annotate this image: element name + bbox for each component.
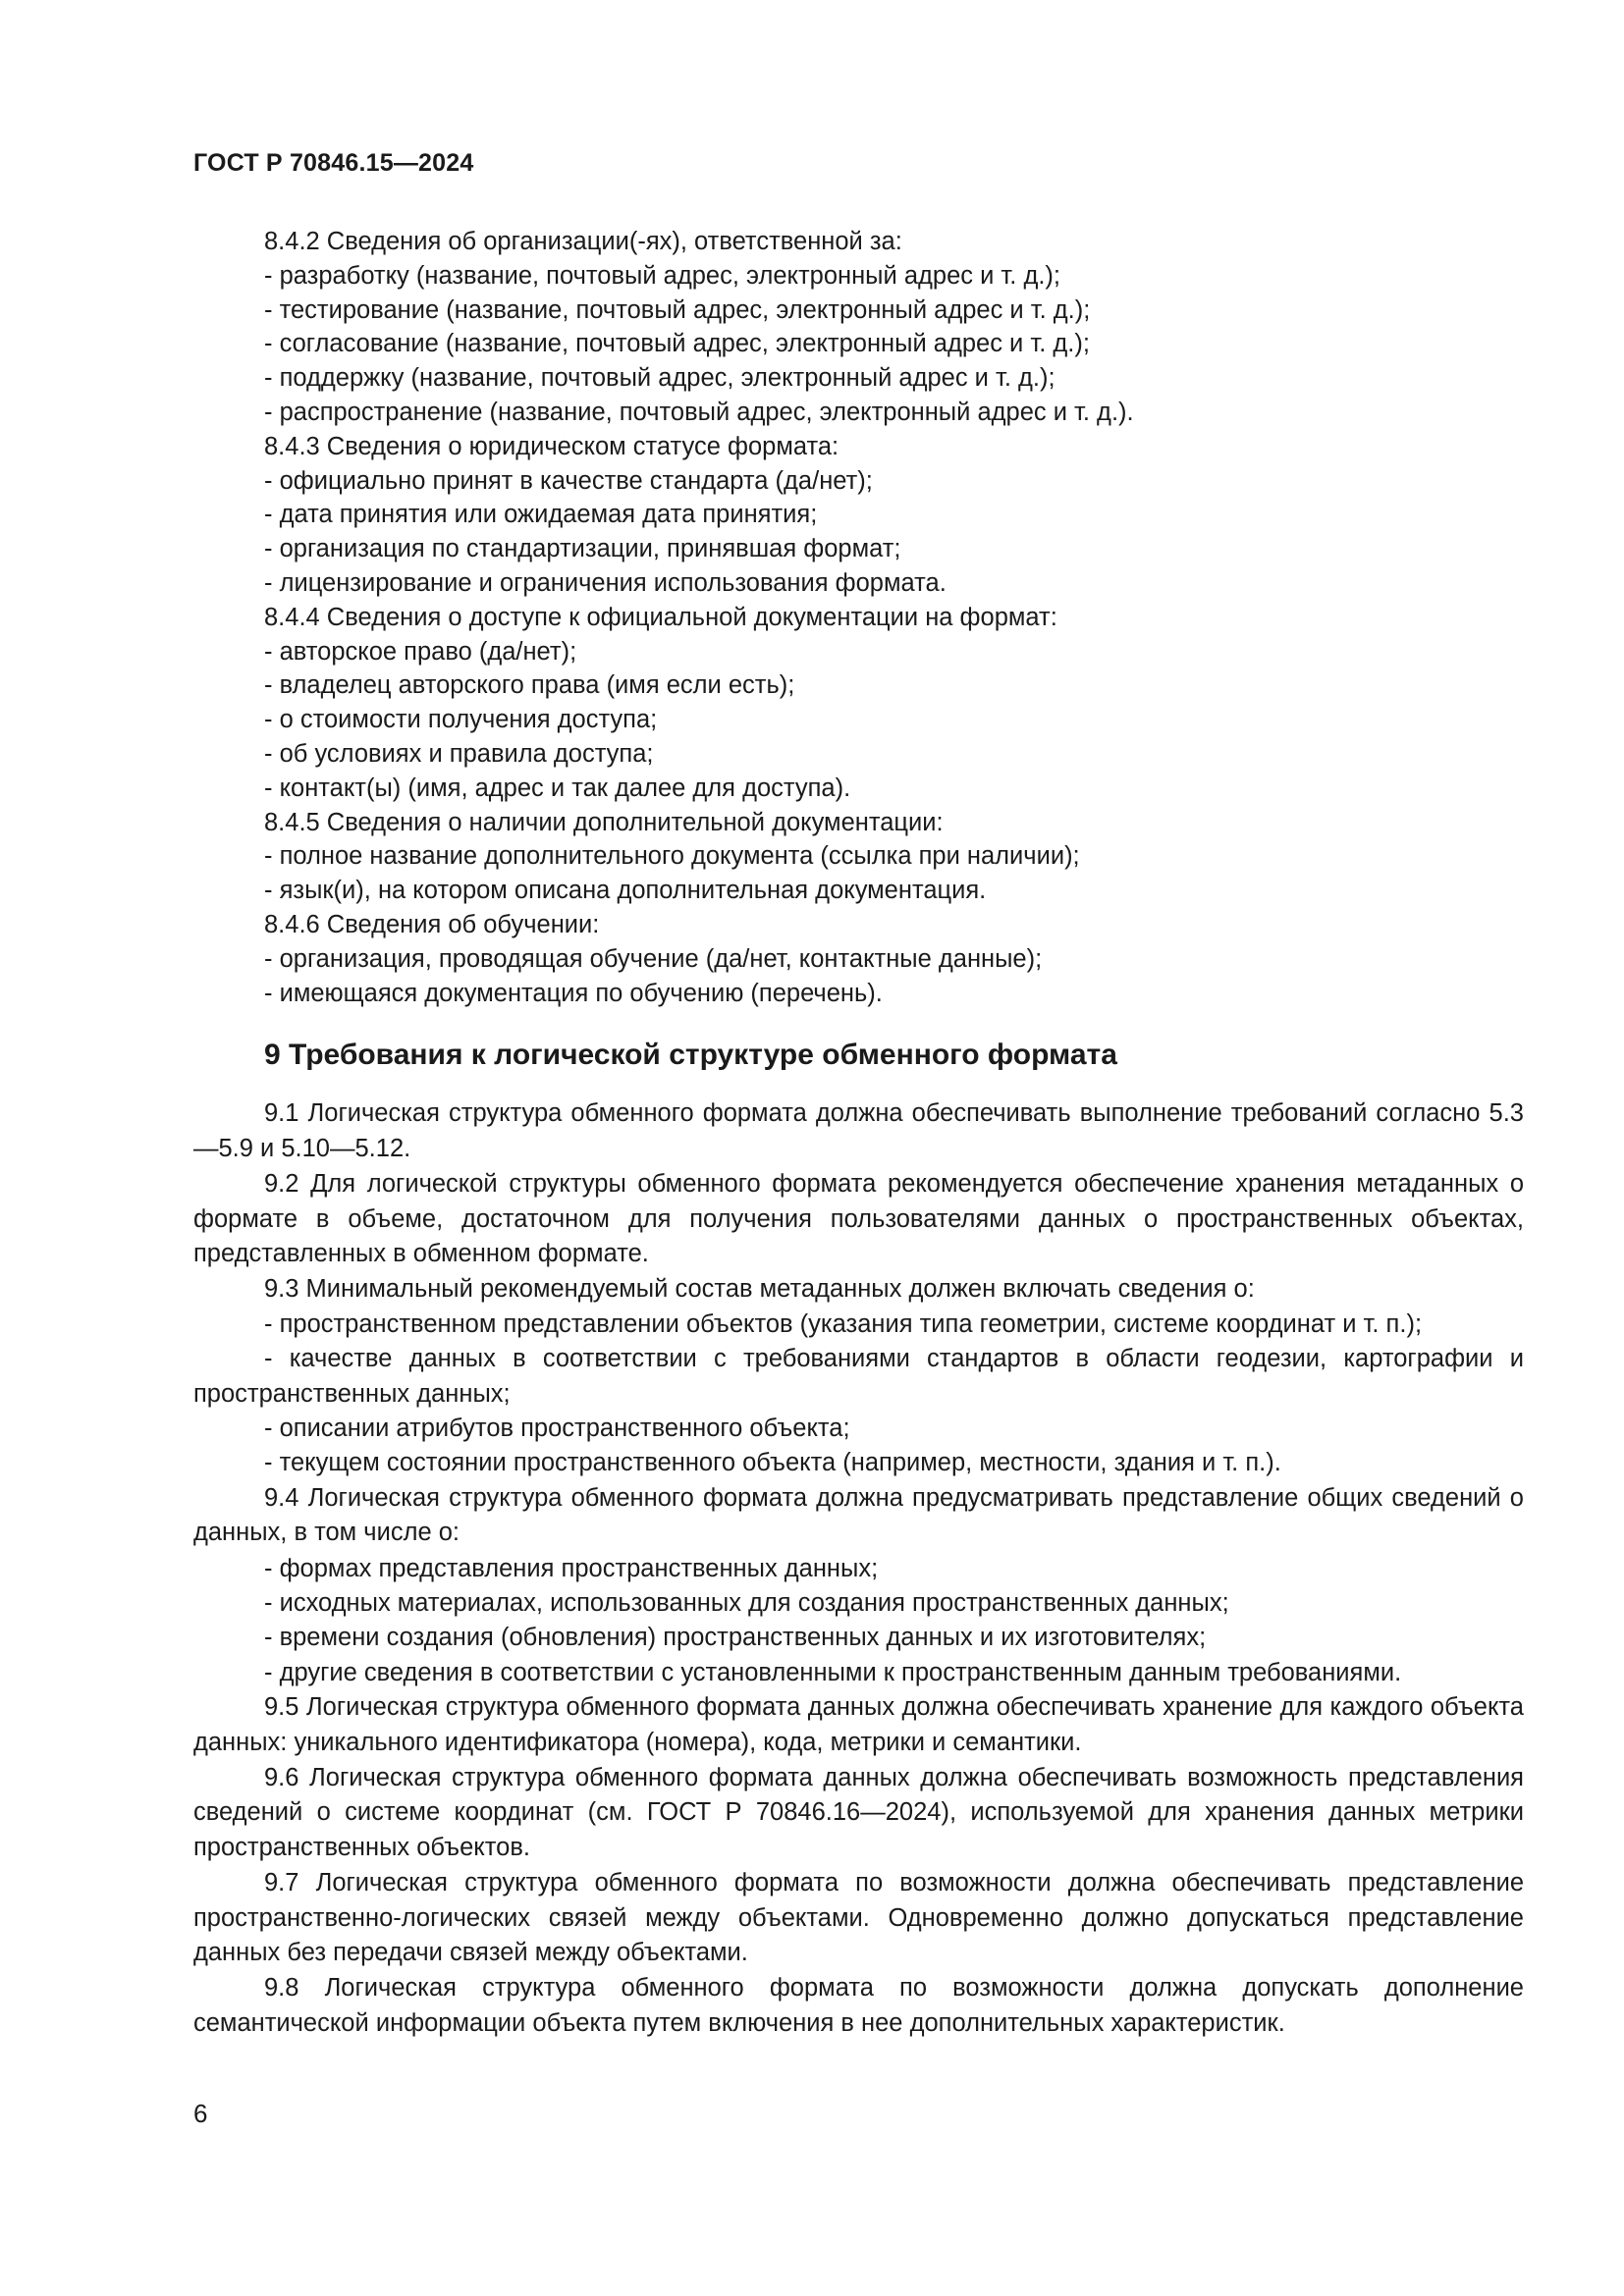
list-item: - дата принятия или ожидаемая дата принятия;: [264, 501, 818, 529]
list-item: - об условиях и правила доступа;: [264, 739, 654, 768]
list-item: - исходных материалах, использованных для создания пространственных данных;: [264, 1589, 1229, 1618]
list-item: - разработку (название, почтовый адрес, электронный адрес и т. д.);: [264, 261, 1060, 290]
clause-9-5: 9.5 Логическая структура обменного формата данных должна обеспечивать хранение для каждого объекта данных: уникального идентификатора (номера), кода, метрики и семантики.: [193, 1693, 1524, 1756]
list-item: - распространение (название, почтовый адрес, электронный адрес и т. д.).: [264, 398, 1134, 426]
list-item: - поддержку (название, почтовый адрес, электронный адрес и т. д.);: [264, 364, 1056, 393]
clause-8-4-2-title: 8.4.2 Сведения об организации(-ях), ответственной за:: [264, 228, 902, 255]
list-item: - другие сведения в соответствии с установленными к пространственным данным требованиями.: [264, 1658, 1402, 1686]
list-item: - текущем состоянии пространственного объекта (например, местности, здания и т. п.).: [264, 1449, 1281, 1477]
clause-9-3-title: 9.3 Минимальный рекомендуемый состав метаданных должен включать сведения о:: [264, 1275, 1255, 1304]
list-item: - пространственном представлении объектов (указания типа геометрии, системе координат и т. п.);: [264, 1309, 1423, 1338]
section-9-heading: 9 Требования к логической структуре обменного формата: [264, 1039, 1117, 1072]
list-item: - официально принят в качестве стандарта (да/нет);: [264, 466, 873, 495]
clause-9-4-title: 9.4 Логическая структура обменного формата должна предусматривать представление общих сведений о данных, в том числе о:: [193, 1483, 1524, 1547]
list-item: - полное название дополнительного документа (ссылка при наличии);: [264, 842, 1080, 871]
list-item: - качестве данных в соответствии с требованиями стандартов в области геодезии, картографии и пространственных данных;: [193, 1345, 1524, 1408]
clause-9-2: 9.2 Для логической структуры обменного формата рекомендуется обеспечение хранения метаданных о формате в объеме, достаточном для получения пользователями данных о пространственных объектах, представленных в обменном формате.: [193, 1170, 1524, 1267]
list-item: - язык(и), на котором описана дополнительная документация.: [264, 877, 987, 905]
list-item: - времени создания (обновления) пространственных данных и их изготовителях;: [264, 1624, 1207, 1652]
document-header: ГОСТ Р 70846.15—2024: [193, 149, 474, 177]
clause-9-7: 9.7 Логическая структура обменного формата по возможности должна обеспечивать представление пространственно-логических связей между объектами. Одновременно должно допускаться представление данных без передачи связей между объектами.: [193, 1869, 1524, 1967]
list-item: - владелец авторского права (имя если есть);: [264, 671, 795, 700]
clause-8-4-5-title: 8.4.5 Сведения о наличии дополнительной документации:: [264, 808, 944, 836]
page-content: [193, 225, 1524, 2042]
list-item: - согласование (название, почтовый адрес, электронный адрес и т. д.);: [264, 330, 1090, 358]
list-item: - организация, проводящая обучение (да/нет, контактные данные);: [264, 944, 1043, 973]
page-number: 6: [193, 2099, 208, 2128]
list-item: - формах представления пространственных данных;: [264, 1554, 879, 1582]
clause-9-1: 9.1 Логическая структура обменного формата должна обеспечивать выполнение требований согласно 5.3—5.9 и 5.10—5.12.: [193, 1099, 1524, 1162]
clause-8-4-3-title: 8.4.3 Сведения о юридическом статусе формата:: [264, 432, 839, 460]
list-item: - описании атрибутов пространственного объекта;: [264, 1414, 850, 1442]
list-item: - авторское право (да/нет);: [264, 637, 577, 666]
list-item: - контакт(ы) (имя, адрес и так далее для доступа).: [264, 774, 851, 802]
clause-9-8: 9.8 Логическая структура обменного формата по возможности должна допускать дополнение семантической информации объекта путем включения в нее дополнительных характеристик.: [193, 1974, 1524, 2037]
list-item: - о стоимости получения доступа;: [264, 706, 658, 734]
list-item: - тестирование (название, почтовый адрес, электронный адрес и т. д.);: [264, 295, 1091, 324]
clause-9-6: 9.6 Логическая структура обменного формата данных должна обеспечивать возможность представления сведений о системе координат (см. ГОСТ Р 70846.16—2024), используемой для хранения данных метрики пространственных объектов.: [193, 1764, 1524, 1861]
clause-8-4-4-title: 8.4.4 Сведения о доступе к официальной документации на формат:: [264, 603, 1057, 631]
list-item: - имеющаяся документация по обучению (перечень).: [264, 979, 883, 1007]
list-item: - организация по стандартизации, принявшая формат;: [264, 535, 901, 563]
clause-8-4-6-title: 8.4.6 Сведения об обучении:: [264, 910, 600, 938]
list-item: - лицензирование и ограничения использования формата.: [264, 568, 947, 597]
